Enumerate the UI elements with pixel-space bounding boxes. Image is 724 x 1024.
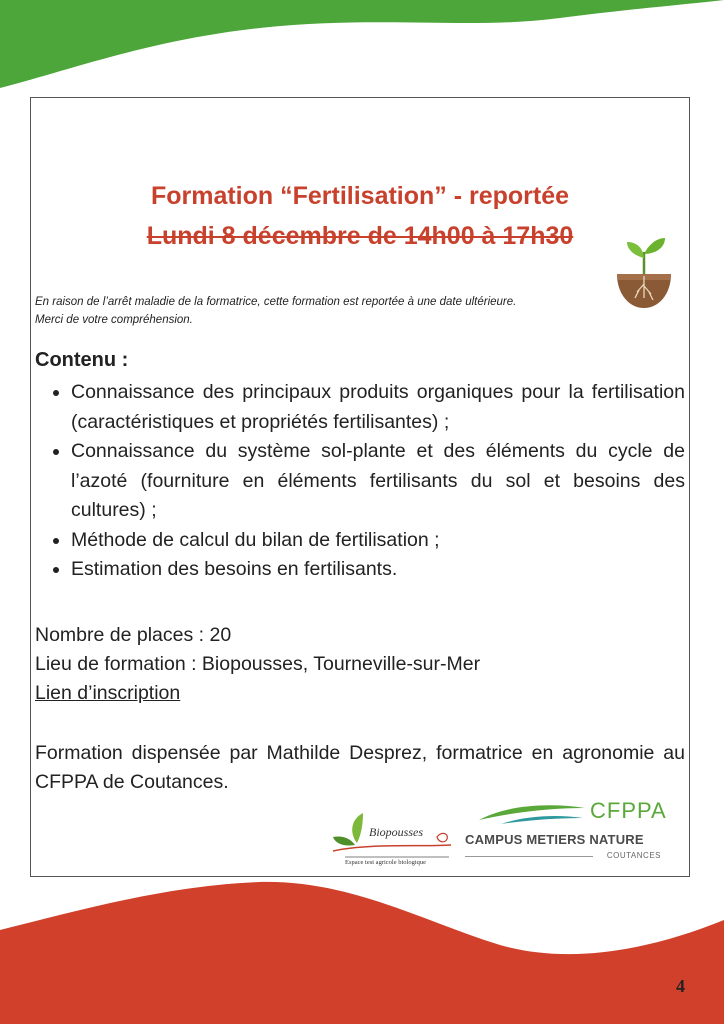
event-title: Formation “Fertilisation” - reportée (150, 182, 570, 210)
biopousses-tagline: Espace test agricole biologique (345, 859, 427, 866)
places-count: Nombre de places : 20 (35, 624, 232, 646)
list-item: • Connaissance du système sol-plante et des éléments du cycle de l’azoté (fourniture en éléments fertilisants du sol et besoins des cultures) ; (71, 437, 685, 526)
cfppa-campus: CAMPUS METIERS NATURE (465, 832, 644, 847)
cfppa-divider (465, 856, 593, 857)
list-item: • Connaissance des principaux produits organiques pour la fertilisation (caractéristiques et propriétés fertilisantes) ; (71, 378, 685, 437)
page-number: 4 (676, 976, 685, 996)
top-green-wave (0, 0, 724, 100)
cfppa-logo (465, 798, 665, 868)
event-card (30, 97, 690, 877)
training-location: Lieu de formation : Biopousses, Tourneville-sur-Mer (35, 653, 481, 675)
notice-line-2: Merci de votre compréhension. (35, 314, 193, 326)
event-date-cancelled: Lundi 8 décembre de 14h00 à 17h30 (146, 222, 574, 250)
cfppa-name: CFPPA (590, 798, 667, 823)
notice-line-1: En raison de l’arrêt maladie de la formatrice, cette formation est reportée à une date ultérieure. (35, 296, 517, 308)
list-item: • Estimation des besoins en fertilisants. (71, 555, 685, 585)
biopousses-name: Biopousses (369, 825, 423, 839)
biopousses-logo (329, 803, 459, 871)
cfppa-swoosh-icon (465, 798, 589, 830)
bottom-red-wave (0, 880, 724, 1024)
cfppa-city: COUTANCES (606, 851, 661, 860)
postponement-notice (35, 293, 615, 329)
contenu-list (35, 378, 685, 585)
contenu-heading: Contenu : (35, 349, 129, 371)
list-item: • Méthode de calcul du bilan de fertilisation ; (71, 526, 685, 556)
seedling-icon (615, 232, 673, 312)
registration-link[interactable]: Lien d’inscription (35, 682, 181, 704)
trainer-info: Formation dispensée par Mathilde Desprez, formatrice en agronomie au CFPPA de Coutances. (35, 742, 685, 793)
